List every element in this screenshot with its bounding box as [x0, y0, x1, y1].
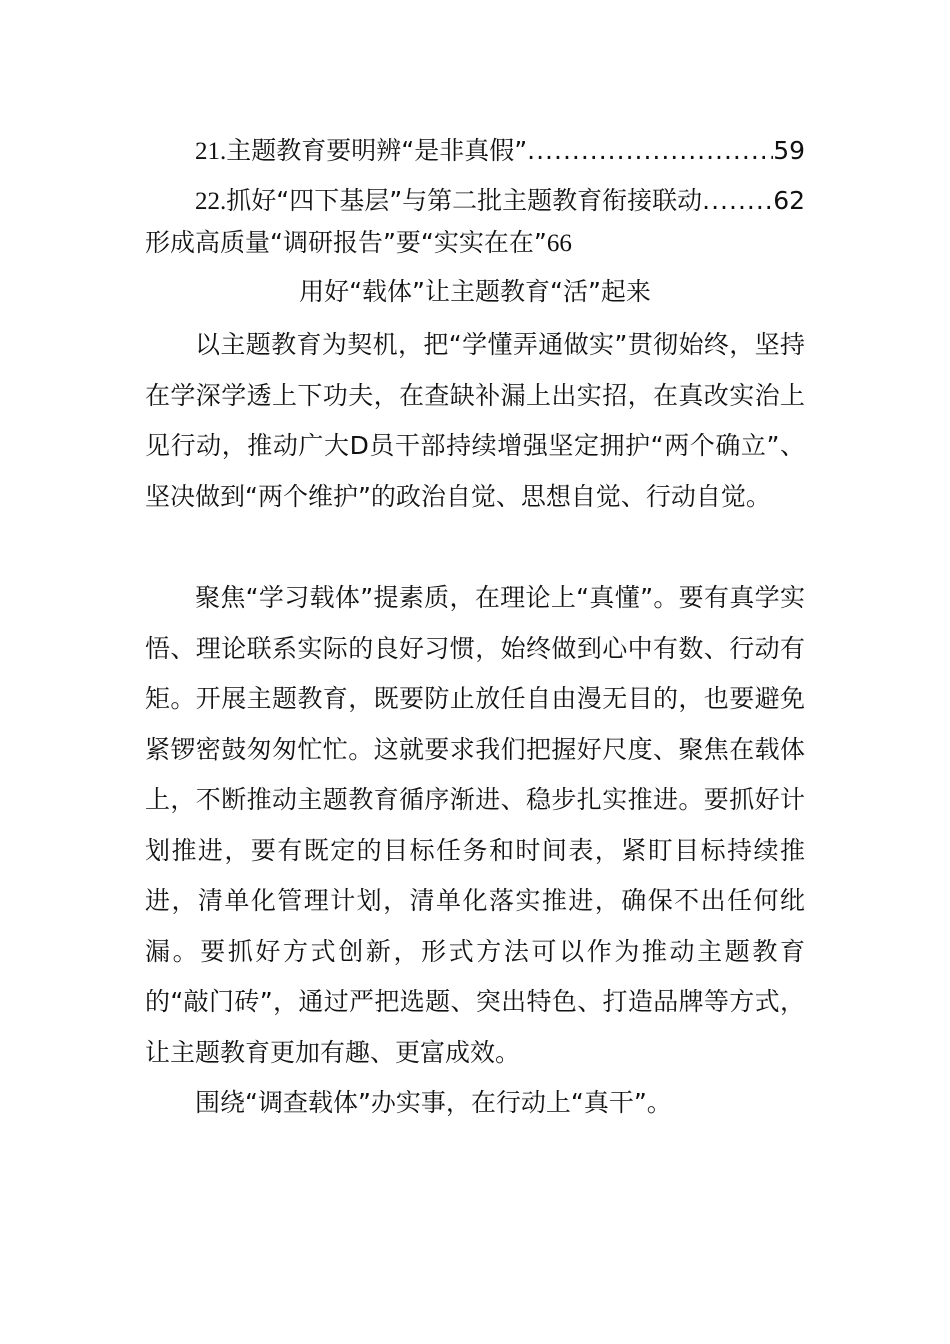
- paragraph-intro: 以主题教育为契机，把“学懂弄通做实”贯彻始终，坚持在学深学透上下功夫，在查缺补漏上出实招，在真改实治上见行动，推动广大D员干部持续增强坚定拥护“两个确立”、坚决做到“两个维护”的政治自觉、思想自觉、行动自觉。: [145, 330, 805, 511]
- toc-page-number: 66: [546, 230, 572, 257]
- toc-title: 主题教育要明辨“是非真假”: [226, 136, 528, 165]
- toc-leader-dots: [702, 184, 773, 218]
- paragraph-learning-carrier: 聚焦“学习载体”提素质，在理论上“真懂”。要有真学实悟、理论联系实际的良好习惯，始终做到心中有数、行动有矩。开展主题教育，既要防止放任自由漫无目的，也要避免紧锣密鼓匆匆忙忙。这就要求我们把握好尺度、聚焦在载体上，不断推动主题教育循序渐进、稳步扎实推进。要抓好计划推进，要有既定的目标任务和时间表，紧盯目标持续推进，清单化管理计划，清单化落实推进，确保不出任何纰漏。要抓好方式创新，形式方法可以作为推动主题教育的“敲门砖”，通过严把选题、突出特色、打造品牌等方式，让主题教育更加有趣、更富成效。: [145, 583, 805, 1067]
- toc-title: 形成高质量“调研报告”要“实实在在”: [145, 228, 547, 257]
- toc-number: 21.: [195, 138, 227, 165]
- toc-entry-extra[interactable]: [145, 226, 805, 261]
- toc-entry-22[interactable]: [195, 184, 805, 219]
- toc-page-number: 62: [773, 186, 805, 215]
- toc-number: 22.: [195, 188, 227, 215]
- paragraph-survey-carrier: 围绕“调查载体”办实事，在行动上“真干”。: [195, 1088, 672, 1117]
- article-title: 用好“载体”让主题教育“活”起来: [299, 277, 651, 306]
- toc-title: 抓好“四下基层”与第二批主题教育衔接联动: [226, 186, 703, 215]
- toc-page-number: 59: [773, 136, 805, 165]
- toc-entry-21[interactable]: [195, 134, 805, 169]
- toc-leader-dots: [527, 134, 773, 168]
